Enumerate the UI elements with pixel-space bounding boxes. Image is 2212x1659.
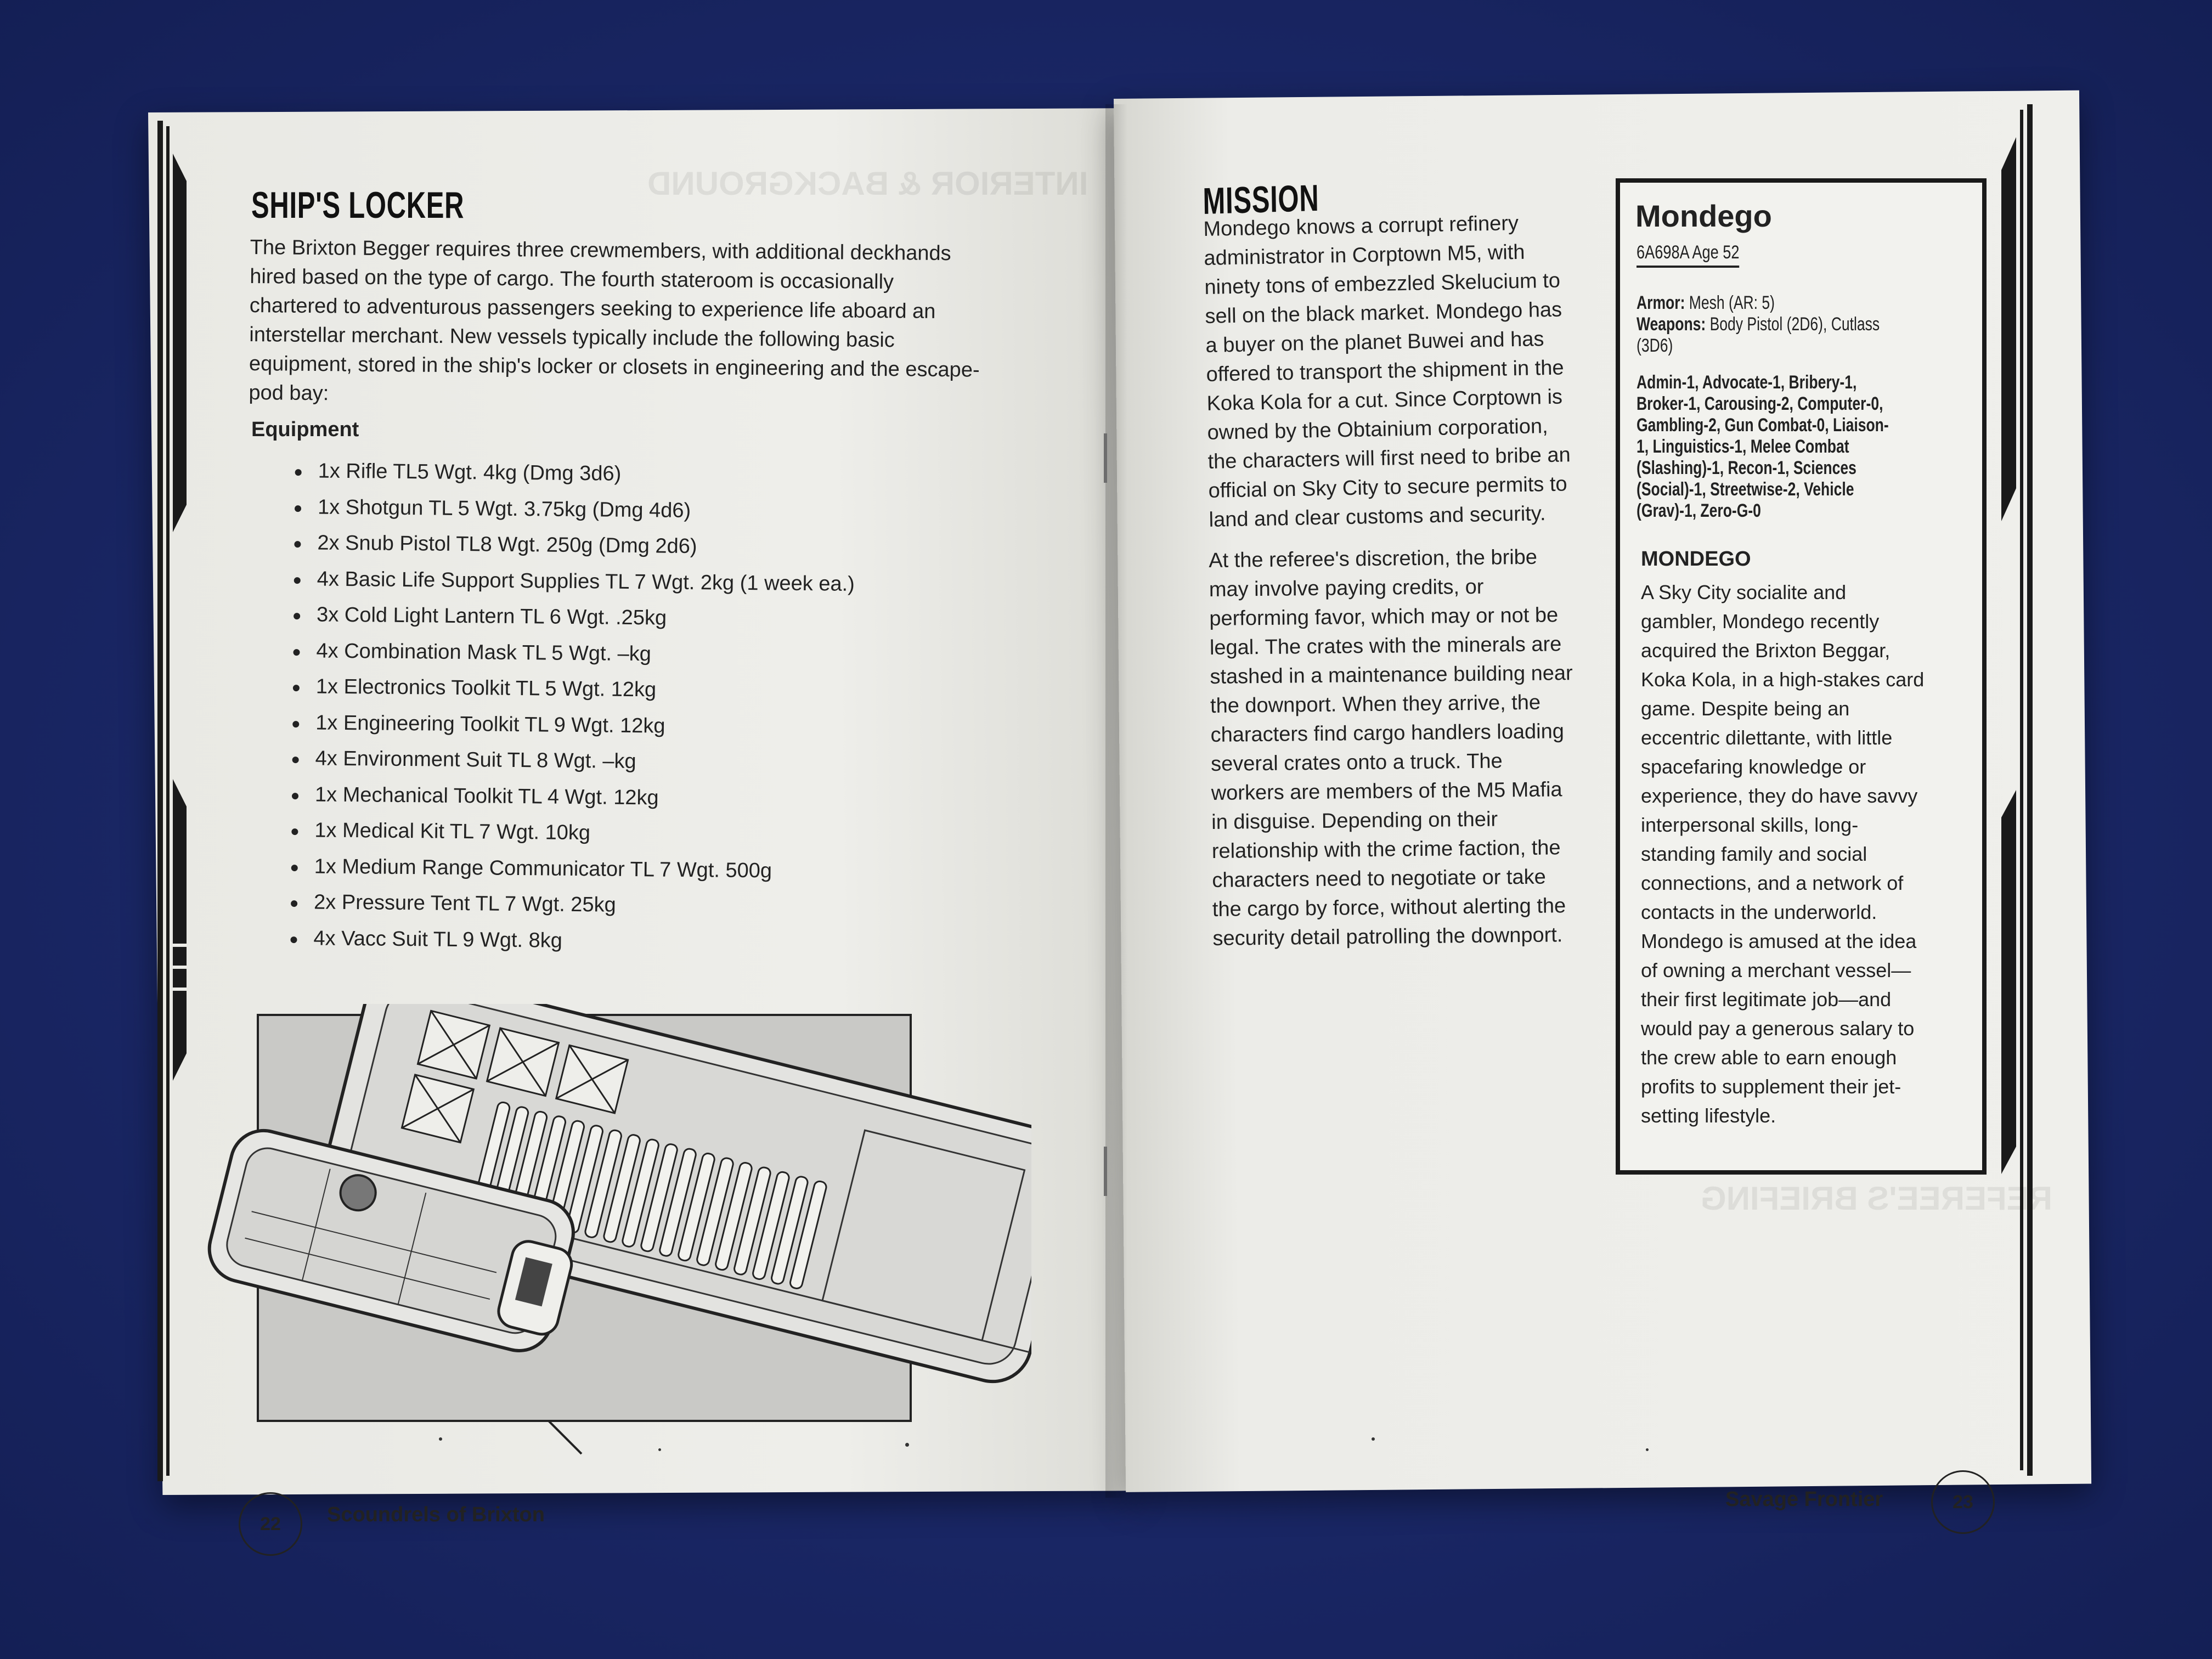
mission-line: relationship with the crime faction, the	[1211, 836, 1561, 863]
mission-line: a buyer on the planet Buwei and has	[1205, 328, 1544, 357]
weapons-value: Body Pistol (2D6), Cutlass	[1706, 314, 1880, 335]
mission-line: At the referee's discretion, the bribe	[1209, 545, 1538, 572]
mission-line: stashed in a maintenance building near	[1210, 662, 1573, 689]
equipment-item: 2x Snub Pistol TL8 Wgt. 250g (Dmg 2d6)	[290, 525, 855, 566]
ink-speck	[1646, 1448, 1649, 1451]
gutter-shadow	[1105, 104, 1127, 1498]
intro-line: pod bay:	[249, 381, 329, 405]
mission-paragraph-1	[1203, 208, 1572, 535]
desc-line: interpersonal skills, long-	[1641, 814, 1859, 836]
ships-locker-heading: SHIP'S LOCKER	[251, 184, 465, 226]
mission-line: ninety tons of embezzled Skelucium to	[1204, 269, 1561, 299]
npc-skills-line: (Social)-1, Streetwise-2, Vehicle	[1637, 479, 1854, 500]
intro-line: equipment, stored in the ship's locker or closets in engineering and the escape-	[249, 352, 980, 382]
mission-paragraph-2	[1209, 543, 1576, 953]
mission-line: Koka Kola for a cut. Since Corptown is	[1206, 385, 1563, 415]
mission-line: legal. The crates with the minerals are	[1209, 633, 1562, 659]
desc-line: would pay a generous salary to	[1641, 1017, 1915, 1040]
ink-speck	[658, 1448, 661, 1451]
mission-heading: MISSION	[1203, 177, 1319, 222]
mission-line: several crates onto a truck. The	[1210, 749, 1503, 776]
mission-line: sell on the black market. Mondego has	[1205, 298, 1562, 328]
staple	[1104, 1147, 1107, 1196]
desc-line: contacts in the underworld.	[1641, 901, 1877, 923]
mission-line: Mondego knows a corrupt refinery	[1203, 211, 1519, 241]
left-border-stripe	[156, 121, 189, 1481]
desc-line: Koka Kola, in a high-stakes card	[1641, 668, 1925, 691]
armor-value: Mesh (AR: 5)	[1685, 292, 1775, 313]
mission-line: the characters will first need to bribe an	[1207, 443, 1571, 473]
page-number-left: 22	[239, 1492, 302, 1556]
desc-line: Mondego is amused at the idea	[1641, 930, 1917, 952]
mission-line: administrator in Corptown M5, with	[1204, 240, 1525, 270]
ink-speck	[439, 1437, 442, 1441]
mission-line: in disguise. Depending on their	[1211, 808, 1498, 834]
equipment-item: 1x Medical Kit TL 7 Wgt. 10kg	[287, 812, 853, 854]
equipment-item: 4x Environment Suit TL 8 Wgt. –kg	[287, 741, 853, 782]
npc-upp-age: 6A698A Age 52	[1637, 242, 1740, 268]
starship-illustration	[198, 1004, 1031, 1476]
footer-left: Scoundrels of Brixton	[327, 1503, 545, 1526]
mission-line: performing favor, which may or not be	[1209, 603, 1559, 630]
equipment-item: 4x Basic Life Support Supplies TL 7 Wgt. 2kg (1 week ea.)	[289, 561, 855, 602]
desc-line: eccentric dilettante, with little	[1641, 726, 1893, 749]
desc-line: spacefaring knowledge or	[1641, 755, 1866, 778]
equipment-list	[286, 453, 856, 962]
show-through-text: INTERIOR & BACKGROUND	[647, 165, 1088, 202]
mission-line: land and clear customs and security.	[1209, 502, 1546, 532]
desc-line: game. Despite being an	[1641, 697, 1850, 720]
npc-statblock	[1616, 178, 1987, 1175]
intro-line: chartered to adventurous passengers seeking to experience life aboard an	[249, 294, 936, 323]
mission-line: owned by the Obtainium corporation,	[1207, 415, 1548, 444]
desc-line: their first legitimate job—and	[1641, 988, 1892, 1011]
desc-line: the crew able to earn enough	[1641, 1046, 1897, 1069]
equipment-title: Equipment	[251, 418, 359, 441]
equipment-item: 4x Vacc Suit TL 9 Wgt. 8kg	[286, 920, 851, 961]
npc-armor	[1637, 292, 1962, 314]
mission-line: offered to transport the shipment in the	[1206, 356, 1564, 386]
page-number-right: 23	[1931, 1470, 1995, 1534]
npc-skills-line: (Slashing)-1, Recon-1, Sciences	[1637, 458, 1857, 478]
intro-line: hired based on the type of cargo. The fourth stateroom is occasionally	[250, 264, 894, 294]
desc-line: experience, they do have savvy	[1641, 785, 1918, 807]
npc-desc-heading: MONDEGO	[1641, 548, 1751, 571]
equipment-item: 1x Engineering Toolkit TL 9 Wgt. 12kg	[288, 704, 854, 746]
mission-line: characters find cargo handlers loading	[1210, 720, 1565, 747]
equipment-item: 1x Electronics Toolkit TL 5 Wgt. 12kg	[289, 669, 854, 710]
mission-line: workers are members of the M5 Mafia	[1211, 778, 1562, 805]
desc-line: acquired the Brixton Beggar,	[1641, 639, 1891, 662]
npc-skills-line: Broker-1, Carousing-2, Computer-0,	[1637, 393, 1883, 414]
weapons-label: Weapons:	[1637, 314, 1706, 335]
desc-line: connections, and a network of	[1641, 872, 1904, 894]
desc-line: of owning a merchant vessel—	[1641, 959, 1911, 981]
equipment-item: 4x Combination Mask TL 5 Wgt. –kg	[289, 633, 854, 674]
desc-line: A Sky City socialite and	[1641, 581, 1847, 603]
equipment-item: 1x Shotgun TL 5 Wgt. 3.75kg (Dmg 4d6)	[290, 489, 856, 530]
equipment-item: 1x Medium Range Communicator TL 7 Wgt. 500g	[286, 848, 852, 889]
ships-locker-intro	[249, 233, 980, 414]
ink-speck	[1372, 1437, 1375, 1441]
mission-line: the cargo by force, without alerting the	[1212, 894, 1566, 921]
desc-line: setting lifestyle.	[1641, 1104, 1776, 1127]
desc-line: gambler, Mondego recently	[1641, 610, 1880, 633]
armor-label: Armor:	[1637, 292, 1685, 313]
right-border-stripe	[1997, 104, 2035, 1476]
desc-line: profits to supplement their jet-	[1641, 1075, 1901, 1098]
npc-name: Mondego	[1635, 199, 1772, 233]
desc-line: standing family and social	[1641, 843, 1867, 865]
equipment-item: 3x Cold Light Lantern TL 6 Wgt. .25kg	[289, 597, 855, 638]
ink-speck	[905, 1443, 909, 1447]
npc-skills-line: Admin-1, Advocate-1, Bribery-1,	[1637, 372, 1857, 393]
equipment-item: 1x Rifle TL5 Wgt. 4kg (Dmg 3d6)	[290, 453, 856, 494]
show-through-text: REFEREE'S BRIEFING	[1701, 1180, 2053, 1217]
footer-right: Savage Frontier	[1725, 1488, 1883, 1511]
npc-skills-line: 1, Linguistics-1, Melee Combat	[1637, 436, 1849, 457]
npc-weapons-cont: (3D6)	[1637, 335, 1673, 356]
mission-line: may involve paying credits, or	[1209, 575, 1484, 601]
intro-line: The Brixton Begger requires three crewmembers, with additional deckhands	[250, 235, 951, 266]
npc-skills-line: (Grav)-1, Zero-G-0	[1637, 500, 1761, 521]
intro-line: interstellar merchant. New vessels typically include the following basic	[249, 323, 895, 352]
mission-line: the downport. When they arrive, the	[1210, 691, 1541, 718]
npc-description	[1641, 578, 1948, 1130]
staple	[1104, 433, 1107, 483]
equipment-item: 1x Mechanical Toolkit TL 4 Wgt. 12kg	[287, 776, 853, 817]
npc-skills-line: Gambling-2, Gun Combat-0, Liaison-	[1637, 415, 1889, 436]
mission-line: security detail patrolling the downport.	[1212, 923, 1563, 950]
npc-weapons	[1637, 314, 1962, 335]
mission-line: characters need to negotiate or take	[1212, 865, 1546, 892]
mission-line: official on Sky City to secure permits to	[1208, 472, 1567, 503]
equipment-item: 2x Pressure Tent TL 7 Wgt. 25kg	[286, 884, 852, 926]
